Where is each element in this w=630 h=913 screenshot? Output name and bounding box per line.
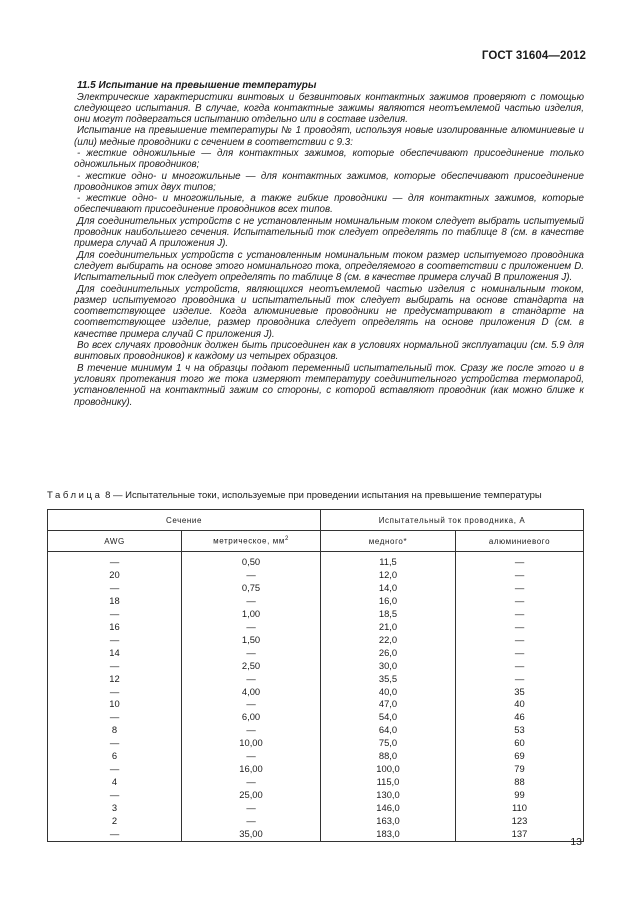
metric-cell: — [182,802,321,815]
metric-cell: 25,00 [182,789,321,802]
paragraph-solid-single: - жесткие одножильные — для контактных зажимов, которые обеспечивают присоединение только одножильных проводников; [74,147,584,171]
document-code: ГОСТ 31604—2012 [481,50,586,62]
copper-current-cell: 18,5 [321,608,456,621]
metric-cell: — [182,750,321,763]
copper-current-cell: 100,0 [321,763,456,776]
table-row [48,711,584,724]
awg-cell: — [48,789,182,802]
awg-cell: 14 [48,647,182,660]
table-row [48,815,584,828]
copper-current-cell: 16,0 [321,595,456,608]
aluminium-current-cell: — [456,634,584,647]
header-metric-label: метрическое, мм [213,536,285,546]
copper-current-cell: 115,0 [321,776,456,789]
metric-cell: — [182,647,321,660]
awg-cell: — [48,711,182,724]
header-current-group: Испытательный ток проводника, А [321,510,584,531]
metric-cell: — [182,724,321,737]
awg-cell: — [48,737,182,750]
paragraph-test-current: В течение минимум 1 ч на образцы подают переменный испытательный ток. Сразу же после этого и в условиях протекания того же тока измеряют температуру соединительного устройства термопарой, установленной на контактный зажим со стороны, с которой вставляют проводник (как можно ближе к проводнику). [74,362,584,408]
aluminium-current-cell: 46 [456,711,584,724]
aluminium-current-cell: 99 [456,789,584,802]
awg-cell: — [48,828,182,841]
copper-current-cell: 21,0 [321,621,456,634]
awg-cell: — [48,552,182,569]
aluminium-current-cell: — [456,608,584,621]
aluminium-current-cell: 88 [456,776,584,789]
metric-cell: 1,00 [182,608,321,621]
copper-current-cell: 26,0 [321,647,456,660]
aluminium-current-cell: 110 [456,802,584,815]
header-metric-sup: 2 [284,536,289,543]
table-caption-label: Таблица [47,490,103,501]
aluminium-current-cell: 60 [456,737,584,750]
awg-cell: 18 [48,595,182,608]
header-awg: AWG [48,531,182,552]
table-row [48,621,584,634]
table-row [48,660,584,673]
aluminium-current-cell: — [456,647,584,660]
aluminium-current-cell: 40 [456,698,584,711]
table-row [48,673,584,686]
aluminium-current-cell: — [456,621,584,634]
metric-cell: — [182,815,321,828]
section-11-5 [74,80,584,408]
awg-cell: 8 [48,724,182,737]
table-row [48,789,584,802]
paragraph-intro: Электрические характеристики винтовых и безвинтовых контактных зажимов проверяют с помощью следующего испытания. В случае, когда контактные зажимы являются неотъемлемой частью изделия, они могут подвергаться испытанию отдельно или в составе изделия. [74,91,584,126]
metric-cell: 2,50 [182,660,321,673]
metric-cell: 35,00 [182,828,321,841]
metric-cell: 0,50 [182,552,321,569]
paragraph-test-1: Испытание на превышение температуры № 1 проводят, используя новые изолированные алюминиевые и (или) медные проводники с сечением в соответствии с 9.3: [74,125,584,148]
metric-cell: — [182,569,321,582]
aluminium-current-cell: — [456,595,584,608]
paragraph-flexible: - жесткие одно- и многожильные, а также гибкие проводники — для контактных зажимов, которые обеспечивают присоединение проводников всех типов. [74,193,584,216]
aluminium-current-cell: — [456,569,584,582]
copper-current-cell: 54,0 [321,711,456,724]
aluminium-current-cell: 69 [456,750,584,763]
aluminium-current-cell: 137 [456,828,584,841]
header-copper: медного* [321,531,456,552]
awg-cell: 10 [48,698,182,711]
table-body [48,552,584,842]
table-row [48,634,584,647]
table-row [48,737,584,750]
awg-cell: — [48,608,182,621]
awg-cell: 4 [48,776,182,789]
paragraph-case-c: Для соединительных устройств, являющихся неотъемлемой частью изделия с номинальным током, размер испытуемого проводника и испытательный ток следует выбирать на основе стандарта на соответствующее изделие. Когда алюминиевые проводники не предусматривают в стандарте на соответствующее изделие, размер проводника следует определять на основе приложения D (см. в качестве примера случай С приложения J). [74,283,584,340]
copper-current-cell: 183,0 [321,828,456,841]
header-metric [182,531,321,552]
table-row [48,569,584,582]
copper-current-cell: 146,0 [321,802,456,815]
awg-cell: 20 [48,569,182,582]
table-caption [47,490,587,502]
metric-cell: 4,00 [182,686,321,699]
awg-cell: 2 [48,815,182,828]
copper-current-cell: 14,0 [321,582,456,595]
metric-cell: — [182,621,321,634]
metric-cell: — [182,776,321,789]
aluminium-current-cell: — [456,660,584,673]
page-number: 13 [570,836,582,848]
aluminium-current-cell: — [456,552,584,569]
copper-current-cell: 12,0 [321,569,456,582]
table-row [48,595,584,608]
metric-cell: 16,00 [182,763,321,776]
copper-current-cell: 88,0 [321,750,456,763]
table-caption-text: 8 — Испытательные токи, используемые при проведении испытания на превышение температуры [102,490,542,501]
paragraph-solid-stranded: - жесткие одно- и многожильные — для контактных зажимов, которые обеспечивают присоединение проводников этих двух типов; [74,170,584,193]
table-row [48,776,584,789]
copper-current-cell: 35,5 [321,673,456,686]
table-row [48,582,584,595]
awg-cell: — [48,660,182,673]
metric-cell: 0,75 [182,582,321,595]
metric-cell: 1,50 [182,634,321,647]
test-current-table [47,509,584,842]
table-row [48,647,584,660]
header-section-group: Сечение [48,510,321,531]
aluminium-current-cell: 79 [456,763,584,776]
copper-current-cell: 40,0 [321,686,456,699]
copper-current-cell: 30,0 [321,660,456,673]
copper-current-cell: 130,0 [321,789,456,802]
table-row [48,552,584,569]
paragraph-case-b: Для соединительных устройств с установленным номинальным током размер испытуемого проводника следует выбирать на основе этого номинального тока, определяемого в соответствии с приложением D. Испытательный ток следует определять по таблице 8 (см. в качестве примера случай В приложения J). [74,249,584,284]
table-row [48,698,584,711]
metric-cell: 6,00 [182,711,321,724]
copper-current-cell: 11,5 [321,552,456,569]
aluminium-current-cell: — [456,582,584,595]
copper-current-cell: 64,0 [321,724,456,737]
paragraph-all-cases: Во всех случаях проводник должен быть присоединен как в условиях нормальной эксплуатации (см. 5.9 для винтовых проводников) к каждому из четырех образцов. [74,340,584,363]
metric-cell: — [182,673,321,686]
metric-cell: — [182,595,321,608]
aluminium-current-cell: — [456,673,584,686]
aluminium-current-cell: 53 [456,724,584,737]
table-row [48,750,584,763]
awg-cell: 16 [48,621,182,634]
awg-cell: — [48,686,182,699]
awg-cell: 12 [48,673,182,686]
awg-cell: — [48,634,182,647]
table-row [48,608,584,621]
copper-current-cell: 163,0 [321,815,456,828]
awg-cell: — [48,763,182,776]
awg-cell: 3 [48,802,182,815]
metric-cell: — [182,698,321,711]
section-title: 11.5 Испытание на превышение температуры [77,80,317,91]
table-row [48,828,584,841]
table-row [48,724,584,737]
table-row [48,802,584,815]
awg-cell: 6 [48,750,182,763]
paragraph-case-a: Для соединительных устройств с не установленным номинальным током следует выбрать испытуемый проводник наибольшего сечения. Испытательный ток следует определять по таблице 8 (см. в качестве примера случай А приложения J). [74,215,584,250]
table-row [48,686,584,699]
copper-current-cell: 47,0 [321,698,456,711]
metric-cell: 10,00 [182,737,321,750]
copper-current-cell: 22,0 [321,634,456,647]
awg-cell: — [48,582,182,595]
aluminium-current-cell: 35 [456,686,584,699]
header-aluminium: алюминиевого [456,531,584,552]
table-row [48,763,584,776]
copper-current-cell: 75,0 [321,737,456,750]
aluminium-current-cell: 123 [456,815,584,828]
